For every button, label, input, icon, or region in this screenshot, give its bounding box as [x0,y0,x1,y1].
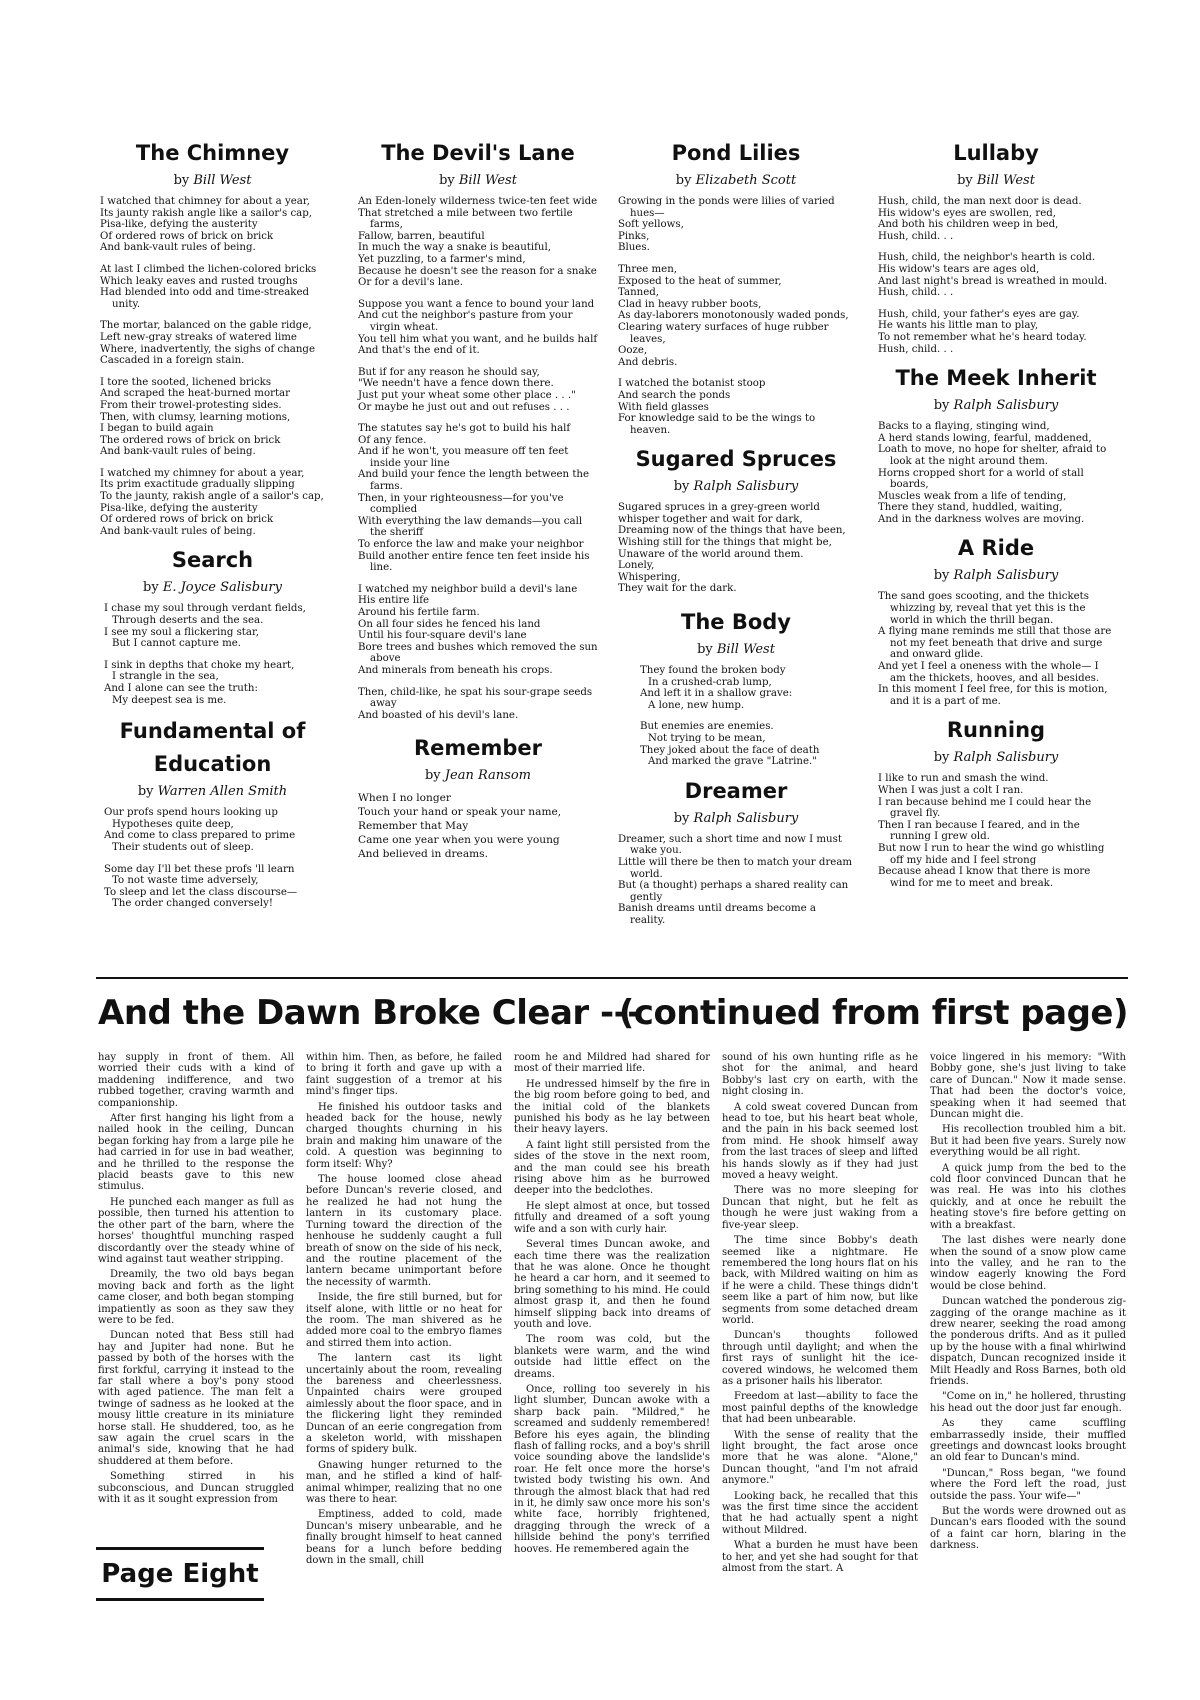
poem-line: Remember that May [358,820,469,833]
poem-line: And bank-vault rules of being. [100,446,256,458]
poem-line: A lone, new hump. [648,699,745,711]
headline-continued: (continued from first page) [618,993,1128,1033]
poem-stanza [358,423,598,574]
poem-line: They joked about the face of death [640,744,820,756]
poem-line: But enemies are enemies. [640,721,774,733]
story-paragraph: With the sense of reality that the light brought, the fact arose once more that he was alone. "Alone," Duncan thought, "and I'm not afraid anymore." [722,1429,918,1487]
story-column-1 [98,1052,294,1509]
story-paragraph: The room was cold, but the blankets were warm, and the wind outside had little effect on the dreams. [514,1334,710,1380]
poem-line: His widow's eyes are swollen, red, [878,207,1057,219]
story-paragraph: "Come on in," he hollered, thrusting his head out the door just far enough. [930,1391,1126,1414]
poem-body [878,421,1114,525]
poem-line: And build your fence the length between the farms. [358,469,590,493]
story-paragraph: Several times Duncan awoke, and each time there was the realization that he was alone. Once he thought he heard a car horn, and it seemed to bring something to his mind. He could almost grasp it, and then he found himself slipping back into dreams of youth and love. [514,1239,710,1330]
poem-byline: by Ralph Salisbury [933,750,1059,766]
poem-line: He wants his little man to play, [878,320,1039,332]
poem-author: Jean Ransom [444,768,531,784]
poem-title: The Meek Inherit [895,366,1097,391]
poem-line: With field glasses [618,401,709,413]
poem-line: Around his fertile farm. [358,607,480,618]
poem-line: His widow's tears are ages old, [878,263,1040,275]
poem-line: On all four sides he fenced his land [358,618,541,630]
poem-line: Dreaming now of the things that have been, [618,525,846,537]
poem-stanza [618,196,854,254]
poem-line: I watched that chimney for about a year, [100,196,310,207]
story-paragraph: He slept almost at once, but tossed fitfully and dreamed of a soft young wife and a son with curly hair. [514,1200,710,1235]
story-paragraph: As they came scuffling embarrassedly inside, their muffled greetings and downcast looks brought an old fear to Duncan's mind. [930,1418,1126,1464]
poem-byline: by Jean Ransom [424,768,531,784]
story-paragraph: What a burden he must have been to her, and yet she had sought for that almost from the start. A [722,1540,918,1575]
poem-author: Ralph Salisbury [693,810,799,826]
poem-line: When I was just a colt I ran. [878,785,1024,796]
poem-line: At last I climbed the lichen-colored bricks [100,263,317,275]
story-paragraph: Inside, the fire still burned, but for itself alone, with little or no heat for the room. The man shivered as he added more coal to the embryo flames and stirred them into action. [306,1292,502,1349]
poem-stanza [104,807,325,853]
poem-line: And if he won't, you measure off ten feet inside your line [358,446,569,469]
poem-line: Because ahead I know that there is more wind for me to meet and break. [878,866,1091,889]
poem-stanza [878,421,1114,525]
poem-stanza [358,299,598,357]
poem-byline: by Warren Allen Smith [137,784,288,800]
poem-column-1 [100,140,325,920]
poem-line: Banish dreams until dreams become a reality. [618,903,817,926]
poem-line: Dreamer, such a short time and now I must wake you. [618,833,842,857]
poem-dreamer [618,778,854,927]
poem-column-3 [618,140,854,937]
poem-line: Loath to move, no hope for shelter, afraid to look at the night around them. [878,444,1107,467]
headline-title: And the Dawn Broke Clear --- [98,993,641,1033]
poem-line: As day-laborers monotonously waded ponds, [618,310,849,322]
poem-title: Running [946,718,1046,743]
poem-stanza [100,468,325,538]
story-column-4 [722,1052,918,1578]
poem-line: And bank-vault rules of being. [100,525,256,537]
poem-line: And come to class prepared to prime [104,830,296,842]
poem-line: Hush, child. . . [878,230,954,242]
poem-line: Yet puzzling, to a farmer's mind, [358,253,526,265]
poem-line: Ooze, [618,345,648,357]
story-paragraph: The time since Bobby's death seemed like a nightmare. He remembered the long hours flat on his back, with Mildred waiting on him as if he were a child. These things didn't seem like a part of him now, but like segments from some detached dream world. [722,1235,918,1326]
story-paragraph: His recollection troubled him a bit. But it had been five years. Surely now everything would be all right. [930,1124,1126,1159]
poem-line: I began to build again [100,423,214,435]
poem-line: With everything the law demands—you call the sheriff [358,515,583,539]
poem-author: E. Joyce Salisbury [162,580,282,596]
poem-line: The statutes say he's got to build his half [358,423,571,435]
poem-the-meek-inherit [878,365,1114,525]
poem-line: Some day I'll bet these profs 'll learn [104,863,295,875]
poem-line: I watched my chimney for about a year, [100,467,305,479]
poem-line: Which leaky eaves and rusted troughs [100,275,298,287]
poem-body [100,807,325,910]
poem-stanza [878,252,1114,298]
poem-author: Warren Allen Smith [157,784,288,800]
story-column-5 [930,1052,1126,1556]
poem-title: Pond Lilies [671,141,801,165]
poem-stanza [100,196,325,254]
poem-line: And search the ponds [618,389,731,401]
poem-stanza [640,665,854,711]
poem-line: There they stand, huddled, waiting, [878,502,1063,514]
poem-title: A Ride [957,536,1035,561]
poem-sugared-spruces [618,446,854,595]
poem-title-line-2: Education [153,752,272,777]
poem-line: And both his children weep in bed, [878,219,1059,231]
poem-stanza [878,196,1114,242]
poem-line: whisper together and wait for dark, [618,513,803,525]
story-paragraph: But the words were drowned out as Duncan's ears flooded with the sound of a faint car horn, blaring in the darkness. [930,1506,1126,1552]
poem-line: Suppose you want a fence to bound your land [358,298,595,310]
story-paragraph: Looking back, he recalled that this was the first time since the accident that he had actually spent a night without Mildred. [722,1490,918,1536]
poem-line: Where, inadvertently, the sighs of change [100,343,315,355]
poem-stanza [100,320,325,366]
poem-pond-lilies [618,140,854,436]
poem-line: Pisa-like, defying the austerity [100,502,258,514]
poem-stanza [358,687,598,722]
poem-line: Wishing still for the things that might be, [618,537,832,549]
poem-line: That stretched a mile between two fertile farms, [358,207,573,231]
poem-author: Bill West [458,173,517,188]
poem-line: To sleep and let the class discourse— [104,886,298,898]
poem-line: I watched the botanist stoop [618,378,766,390]
poem-line: Muscles weak from a life of tending, [878,490,1067,502]
poem-author: Bill West [976,173,1035,188]
poem-line: Touch your hand or speak your name, [358,806,562,819]
poem-line: Then, child-like, he spat his sour-grape seeds away [358,686,593,710]
poem-title: Search [171,548,254,573]
poem-body [618,834,854,927]
poem-title: Sugared Spruces [635,447,837,472]
poem-search [100,547,325,706]
story-paragraph: Freedom at last—ability to face the most painful depths of the knowledge that had been unbearable. [722,1391,918,1426]
poem-stanza [618,264,854,368]
poem-line: And scraped the heat-burned mortar [100,388,290,400]
poem-title-line-1: Fundamental of [119,719,306,744]
poem-line: Cascaded in a foreign stain. [100,355,245,367]
poem-line: In much the way a snake is beautiful, [358,242,551,254]
story-column-3 [514,1052,710,1559]
poem-body [618,196,854,436]
poem-line: And in the darkness wolves are moving. [878,513,1085,525]
poem-stanza [618,834,854,927]
poem-body [358,791,598,861]
poem-the-devils-lane [358,140,598,721]
story-paragraph: hay supply in front of them. All worried their cuds with a kind of maddening indifference, and two rubbed together, craving warmth and companionship. [98,1052,294,1109]
poem-line: Growing in the ponds were lilies of varied hues— [618,196,835,219]
poem-line: Backs to a flaying, stinging wind, [878,421,1050,433]
poem-line: Hush, child, the man next door is dead. [878,196,1082,207]
poem-line: Not trying to be mean, [648,733,766,744]
poem-line: And believed in dreams. [358,848,488,861]
poem-line: When I no longer [358,792,451,805]
poem-stanza [100,377,325,458]
story-paragraph: A cold sweat covered Duncan from head to toe, but his heart beat whole, and the pain in his back seemed lost from mind. He shook himself away from the last traces of sleep and lifted his hands slowly as if they had just moved a heavy weight. [722,1101,918,1182]
poem-line: Its prim exactitude gradually slipping [100,479,295,491]
poem-body [878,196,1114,355]
poem-line: Its jaunty rakish angle like a sailor's cap, [100,207,313,219]
poem-title: Lullaby [953,141,1039,165]
poem-line: But (a thought) perhaps a shared reality can gently [618,880,849,903]
poem-line: Hush, child. . . [878,287,954,299]
poem-remember [358,735,598,861]
poem-byline: by Ralph Salisbury [673,479,799,495]
story-paragraph: A quick jump from the bed to the cold floor convinced Duncan that he was real. He was into his clothes quickly, and at once he rebuilt the heating stove's fire before getting on with a breakfast. [930,1162,1126,1231]
poem-line: Bore trees and bushes which removed the sun above [358,641,598,665]
story-paragraph: There was no more sleeping for Duncan that night, but he felt as though he were just waking from a five-year sleep. [722,1185,918,1231]
poem-byline: by Bill West [957,173,1035,188]
poem-stanza [358,584,598,677]
story-paragraph: Duncan noted that Bess still had hay and Jupiter had none. But he passed by both of the horses with the first forkful, carrying it instead to the far stall where a boy's pony stood with aged patience. The man felt a twinge of sadness as he looked at the mousy little creature in its miniature horse stall. He shuddered, too, as he saw again the cruel scars in the animal's side, knowing that he had shuddered at them before. [98,1330,294,1467]
poem-byline: by Ralph Salisbury [933,568,1059,584]
poem-body [878,591,1114,707]
poem-line: And cut the neighbor's pasture from your virgin wheat. [358,310,573,333]
poem-line: Then, in your righteousness—for you've complied [358,492,564,516]
poem-byline: by E. Joyce Salisbury [143,580,282,596]
poem-line: Because he doesn't see the reason for a snake [358,265,597,277]
poem-line: Left new-gray streaks of watered lime [100,331,297,343]
poem-line: Of any fence. [358,434,427,446]
poem-line: I watched my neighbor build a devil's lane [358,583,578,595]
poem-line: To not remember what he's heard today. [878,331,1087,343]
poem-line: Sugared spruces in a grey-green world [618,502,820,514]
poem-line: Then, with clumsy, learning motions, [100,411,291,423]
story-paragraph: Duncan watched the ponderous zig-zagging of the orange machine as it drew nearer, seeking the road among the ponderous drifts. And as it pulled up by the house with a final whirlwind dispatch, Duncan recognized inside it Milt Headly and Ross Barnes, both old friends. [930,1296,1126,1387]
story-column-2 [306,1052,502,1570]
poem-line: And I alone can see the truth: [104,683,258,694]
poem-line: Clad in heavy rubber boots, [618,298,762,310]
poem-line: And debris. [618,356,678,368]
poem-stanza [100,264,325,310]
poem-stanza [878,591,1114,707]
poem-title: Remember [413,736,543,761]
story-paragraph: The lantern cast its light uncertainly about the room, revealing the bareness and cheerlessness. Unpainted chairs were grouped aimlessly about the floor space, and in the flickering light they reminded Duncan of an eerie congregation from a skeleton world, with misshapen forms of spidery bulk. [306,1353,502,1456]
poem-line: Came one year when you were young [358,834,560,847]
poem-line: Then I ran because I feared, and in the running I grew old. [878,819,1080,843]
poem-body [100,196,325,537]
poem-line: The mortar, balanced on the gable ridge, [100,320,312,332]
poem-line: "We needn't have a fence down there. [358,378,554,390]
poem-running [878,717,1114,889]
poem-line: To enforce the law and make your neighbor [358,539,584,551]
poem-line: His entire life [358,595,430,607]
poem-author: Ralph Salisbury [953,398,1059,414]
poem-line: Horns cropped short for a world of stall boards, [878,467,1084,491]
poem-title: The Body [681,610,791,635]
poem-column-4 [878,140,1114,899]
story-paragraph: Duncan's thoughts followed through until daylight; and when the first rays of sunlight hit the ice-covered windows, he welcomed them as a prisoner hails his liberator. [722,1330,918,1387]
poem-line: Or for a devil's lane. [358,277,464,289]
poem-body [358,196,598,721]
poem-byline: by Bill West [697,642,775,658]
poem-byline: by Bill West [439,173,517,188]
poem-byline: by Ralph Salisbury [933,398,1059,414]
poem-byline: by Ralph Salisbury [673,810,799,826]
poem-line: Fallow, barren, beautiful [358,230,485,242]
poem-line: But I cannot capture me. [112,638,242,650]
poem-column-2 [358,140,598,871]
poem-line: An Eden-lonely wilderness twice-ten feet wide [358,196,598,207]
poem-byline: by Elizabeth Scott [675,173,797,188]
poem-line: From their trowel-protesting sides. [100,399,282,411]
poem-body [878,773,1114,889]
poem-stanza [104,603,325,649]
poem-stanza [878,773,1114,889]
poem-line: I like to run and smash the wind. [878,773,1049,785]
poem-line: I see my soul a flickering star, [104,626,259,638]
poem-line: Hush, child, your father's eyes are gay. [878,308,1080,320]
poem-line: And minerals from beneath his crops. [358,664,553,676]
poem-line: I sink in depths that choke my heart, [104,659,295,671]
poem-line: And marked the grave "Latrine." [648,756,817,768]
story-paragraph: He undressed himself by the fire in the big room before going to bed, and the initial cold of the blankets punished his body as he lay between their heavy layers. [514,1078,710,1136]
poem-line: Pisa-like, defying the austerity [100,219,258,231]
poem-body [618,665,854,768]
poem-line: And last night's bread is wreathed in mould. [878,275,1108,287]
poem-a-ride [878,535,1114,707]
story-paragraph: Dreamily, the two old bays began moving back and forth as the light came closer, and both began stomping impatiently as soon as they saw they were to be fed. [98,1269,294,1326]
poem-line: But now I run to hear the wind go whistling off my hide and I feel strong [878,842,1105,866]
story-paragraph: "Duncan," Ross began, "we found where the Ford left the road, just outside the pass. Your wife—" [930,1467,1126,1502]
poem-author: Ralph Salisbury [953,568,1059,584]
poem-author: Bill West [193,173,252,188]
poem-stanza [618,502,854,595]
story-paragraph: voice lingered in his memory: "With Bobby gone, she's just living to take care of Duncan." Now it made sense. That had been the doctor's voice, speaking when it had seemed that Duncan might die. [930,1052,1126,1121]
poem-line: Hypotheses quite deep, [112,818,234,830]
story-paragraph: A faint light still persisted from the sides of the stove in the next room, and the man could see his breath rising above him as he burrowed deeper into the bedclothes. [514,1139,710,1197]
poem-line: Lonely, [618,560,655,572]
poem-stanza [618,378,854,436]
poem-line: They wait for the dark. [618,583,737,595]
poem-line: Had blended into odd and time-streaked unity. [100,287,309,310]
story-paragraph: After first hanging his light from a nailed hook in the ceiling, Duncan began forking hay from a large pile he had carried in for use in bad weather, and he thrilled to the response the placid beasts gave to this new stimulus. [98,1113,294,1193]
poem-line: Whispering, [618,571,681,583]
poem-line: In a crushed-crab lump, [648,676,772,688]
poem-line: The sand goes scooting, and the thickets whizzing by, reveal that yet this is the world in which the thrill began. [878,591,1089,626]
poem-line: The order changed conversely! [112,898,273,910]
story-paragraph: within him. Then, as before, he failed to bring it forth and gave up with a faint suggestion of a tremor at his mind's finger tips. [306,1052,502,1098]
section-divider [96,977,1128,979]
poem-the-chimney [100,140,325,537]
poem-line: And left it in a shallow grave: [640,688,793,700]
poem-line: And yet I feel a oneness with the whole— I am the thickets, hooves, and all besides. [878,661,1100,684]
poem-line: And that's the end of it. [358,345,480,357]
poem-line: But if for any reason he should say, [358,366,540,378]
poem-line: A herd stands lowing, fearful, maddened, [878,432,1092,444]
poem-line: And boasted of his devil's lane. [358,709,519,721]
poem-stanza [878,309,1114,355]
poem-stanza [640,721,854,767]
poem-line: I ran because behind me I could hear the gravel fly. [878,796,1092,820]
poem-line: Soft yellows, [618,219,684,231]
story-paragraph: Once, rolling too severely in his light slumber, Duncan awoke with a sharp back pain. "Mildred," he screamed and suddenly remembered! Before his eyes again, the blinding flash of falling rocks, and a boy's shrill voice sounding above the landslide's roar. He felt once more the horse's twisted body twisting his own. And through the almost black that had red in it, he dimly saw once more his son's white face, horribly frightened, dragging through the wreck of a hillside behind the pony's terrified hooves. He remembered again the [514,1383,710,1555]
poem-line: To not waste time adversely, [112,875,259,887]
poem-title: The Devil's Lane [381,141,575,165]
poem-the-body [618,609,854,768]
poem-line: They found the broken body [640,665,786,677]
poem-line: To the jaunty, rakish angle of a sailor's cap, [100,491,324,503]
poem-line: In this moment I feel free, for this is motion, and it is a part of me. [878,684,1108,707]
page-label-box [96,1547,264,1601]
poem-line: You tell him what you want, and he builds half [358,333,598,345]
poem-line: Blues. [618,242,650,254]
poem-author: Ralph Salisbury [953,750,1059,766]
poem-line: My deepest sea is me. [112,694,227,706]
poem-line: Clearing watery surfaces of huge rubber leaves, [618,321,829,345]
poem-fundamental-of-education [100,718,325,910]
poem-line: The ordered rows of brick on brick [100,434,281,446]
poem-line: Three men, [618,263,678,275]
poem-line: Unaware of the world around them. [618,548,804,560]
poem-body [100,603,325,706]
poem-line: Little will there be then to match your dream world. [618,856,853,880]
poem-title: The Chimney [135,141,290,165]
poem-line: Hush, child, the neighbor's hearth is cold. [878,252,1096,264]
story-paragraph: Gnawing hunger returned to the man, and he stifled a kind of half-animal whimper, realizing that no one was there to hear. [306,1459,502,1506]
story-paragraph: The last dishes were nearly done when the sound of a snow plow came into the valley, and he ran to the window eagerly knowing the Ford would be close behind. [930,1235,1126,1292]
poem-author: Ralph Salisbury [693,479,799,495]
poem-line: I strangle in the sea, [112,671,219,683]
poem-line: Exposed to the heat of summer, [618,275,782,287]
poem-stanza [358,196,598,289]
poem-stanza [358,367,598,413]
poem-line: I chase my soul through verdant fields, [104,603,306,615]
poem-line: For knowledge said to be the wings to heaven. [618,413,816,436]
poem-line: Tanned, [618,287,659,299]
story-paragraph: sound of his own hunting rifle as he shot for the animal, and heard Bobby's last cry on earth, with the night closing in. [722,1052,918,1098]
poem-line: Build another entire fence ten feet inside his line. [358,550,590,574]
poem-line: Of ordered rows of brick on brick [100,230,274,242]
poem-line: I tore the sooted, lichened bricks [100,376,272,388]
poem-body [618,502,854,595]
story-paragraph: room he and Mildred had shared for most of their married life. [514,1052,710,1075]
poem-line: Of ordered rows of brick on brick [100,514,274,526]
poem-line: Their students out of sleep. [112,841,254,853]
poem-author: Bill West [716,642,775,658]
poem-line: Just put your wheat some other place . . ." [358,389,576,401]
poem-line: Until his four-square devil's lane [358,630,527,642]
poem-stanza [358,791,598,861]
poem-title: Dreamer [684,778,788,803]
poem-line: Pinks, [618,230,650,242]
story-paragraph: He punched each manger as full as possible, then turned his attention to the other part of the barn, where the horses' thoughtful munching rasped discordantly over the steady whine of wind against taut weather stripping. [98,1196,294,1265]
story-paragraph: Something stirred in his subconscious, and Duncan struggled with it as it sought expression from [98,1471,294,1506]
poem-line: Hush, child. . . [878,343,954,355]
poem-stanza [104,864,325,910]
story-paragraph: Emptiness, added to cold, made Duncan's misery unbearable, and he finally brought himself to heat canned beans for a lunch before bedding down in the small, chill [306,1509,502,1567]
story-paragraph: The house loomed close ahead before Duncan's reverie closed, and he realized he had not hung the lantern in its customary place. Turning toward the direction of the henhouse he suddenly caught a full breath of snow on the side of his neck, and the routine placement of the lantern became unimportant before the necessity of warmth. [306,1174,503,1288]
poem-line: Or maybe he just out and out refuses . . . [358,401,570,413]
poem-line: Through deserts and the sea. [112,615,264,627]
poem-line: And bank-vault rules of being. [100,242,256,254]
poem-stanza [104,660,325,706]
poem-line: A flying mane reminds me still that those are not my feet beneath that drive and surge and onward glide. [878,626,1112,661]
poem-line: Our profs spend hours looking up [104,807,278,819]
story-paragraph: He finished his outdoor tasks and headed back for the house, newly charged thoughts churning in his brain and making him unaware of the cold. A question was beginning to form itself: Why? [306,1101,502,1170]
poem-byline: by Bill West [173,173,252,188]
poem-author: Elizabeth Scott [695,173,797,188]
poem-lullaby [878,140,1114,355]
page-label: Page Eight [101,1559,259,1589]
